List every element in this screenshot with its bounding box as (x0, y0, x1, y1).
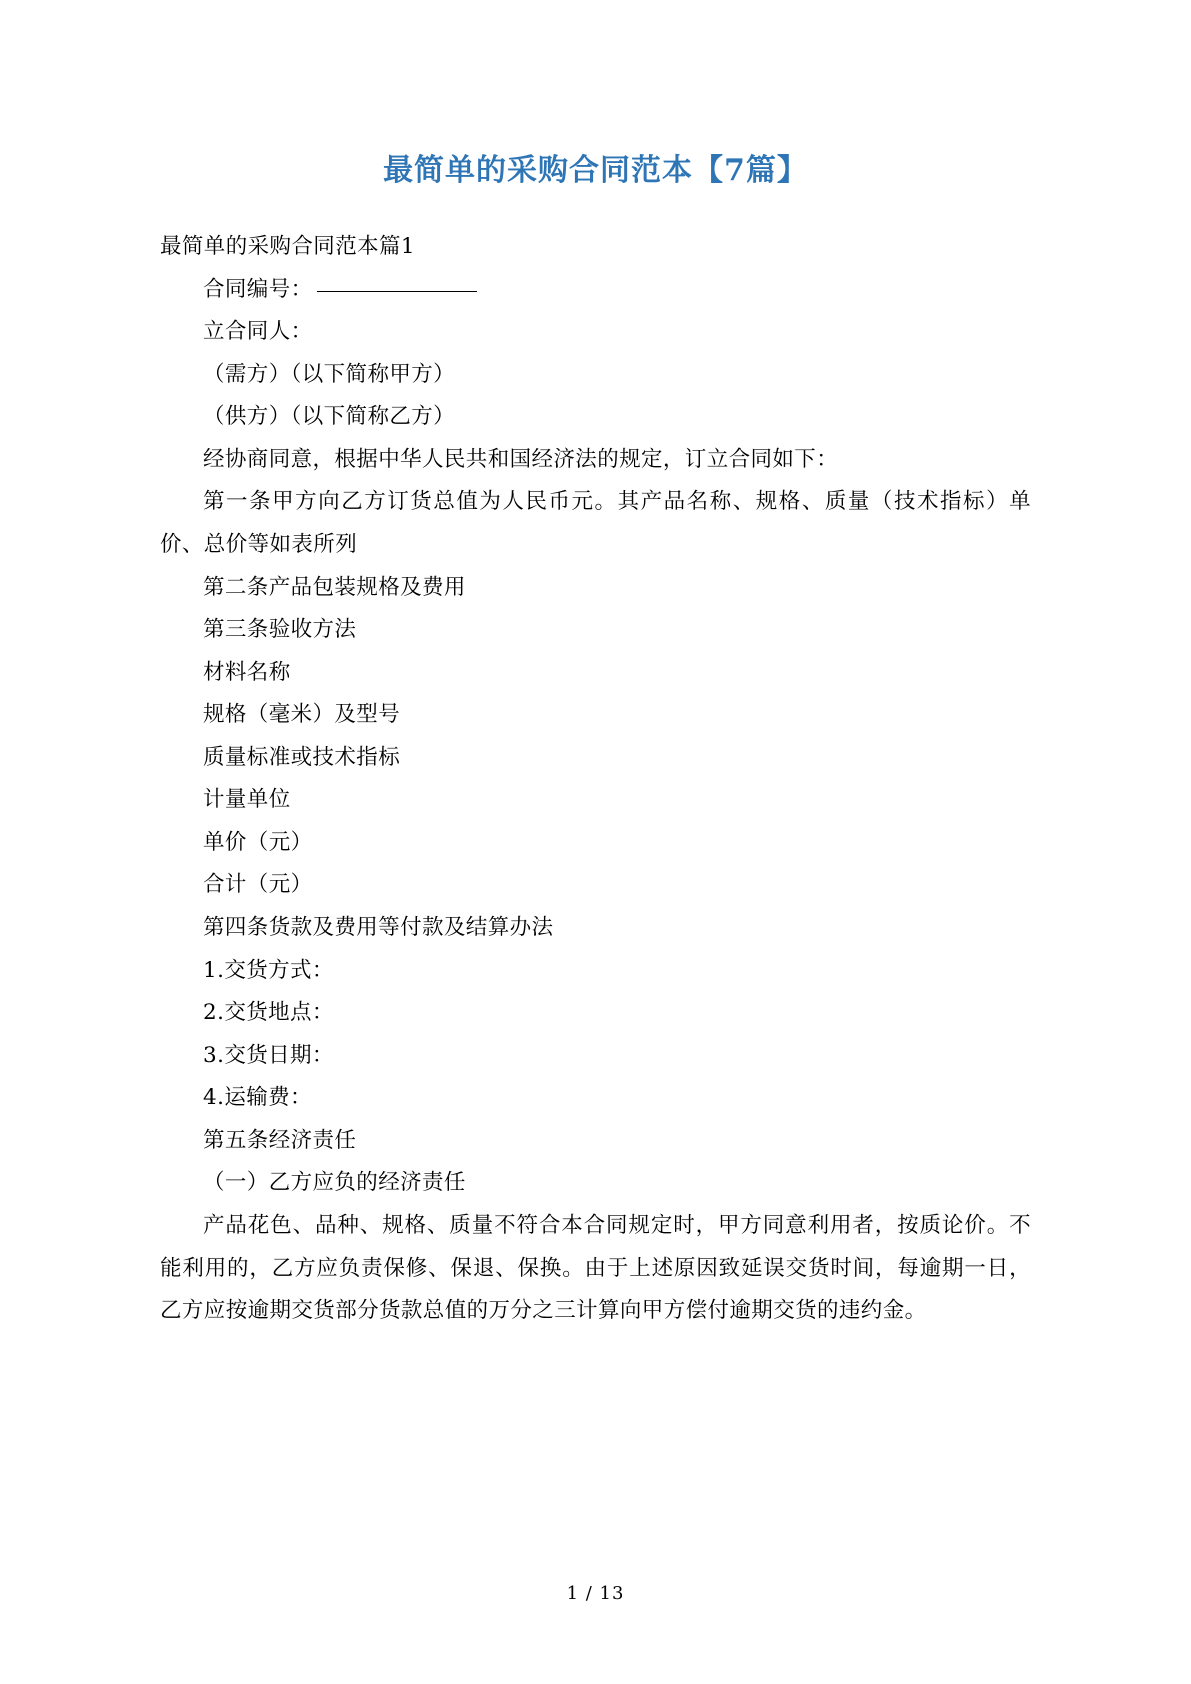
paragraph-party-a: （需方）（以下简称甲方） (203, 361, 456, 387)
paragraph-party-b: （供方）（以下简称乙方） (203, 404, 456, 430)
paragraph-contract-number (160, 269, 1031, 312)
paragraph-article-1: 第一条甲方向乙方订货总值为人民币元。其产品名称、规格、质量（技术指标）单价、总价等如表所列 (160, 489, 1031, 557)
paragraph-total-amount: 合计（元） (203, 872, 313, 898)
paragraph-agreement-basis: 经协商同意，根据中华人民共和国经济法的规定，订立合同如下： (203, 446, 839, 472)
paragraph-delivery-place: 2.交货地点： (203, 1000, 334, 1026)
paragraph-material-name: 材料名称 (203, 659, 291, 685)
document-subtitle: 最简单的采购合同范本篇1 (160, 234, 415, 259)
page-title: 最简单的采购合同范本【7篇】 (383, 153, 808, 188)
paragraph-unit-of-measure: 计量单位 (203, 787, 291, 813)
paragraph-spec-model: 规格（毫米）及型号 (203, 702, 401, 728)
paragraph-party-b-liability-body: 产品花色、品种、规格、质量不符合本合同规定时，甲方同意利用者，按质论价。不能利用的，乙方应负责保修、保退、保换。由于上述原因致延误交货时间，每逾期一日，乙方应按逾期交货部分货款总值的万分之三计算向甲方偿付逾期交货的违约金。 (160, 1212, 1031, 1324)
paragraph-quality-standard: 质量标准或技术指标 (203, 744, 401, 770)
paragraph-delivery-method: 1.交货方式： (203, 957, 334, 983)
paragraph-parties: 立合同人： (203, 319, 313, 345)
paragraph-article-3: 第三条验收方法 (203, 617, 357, 643)
fill-in-blank (317, 290, 477, 292)
paragraph-party-b-liability-heading: （一）乙方应负的经济责任 (203, 1170, 466, 1196)
paragraph-article-4: 第四条货款及费用等付款及结算办法 (203, 915, 554, 940)
paragraph-freight: 4.运输费： (203, 1085, 312, 1111)
paragraph-text: 合同编号： (203, 276, 313, 302)
paragraph-delivery-date: 3.交货日期： (203, 1042, 334, 1068)
paragraph-article-2: 第二条产品包装规格及费用 (203, 574, 466, 600)
paragraph-article-5: 第五条经济责任 (203, 1127, 357, 1153)
paragraph-unit-price: 单价（元） (203, 829, 313, 855)
page-number-footer: 1 / 13 (566, 1583, 625, 1604)
